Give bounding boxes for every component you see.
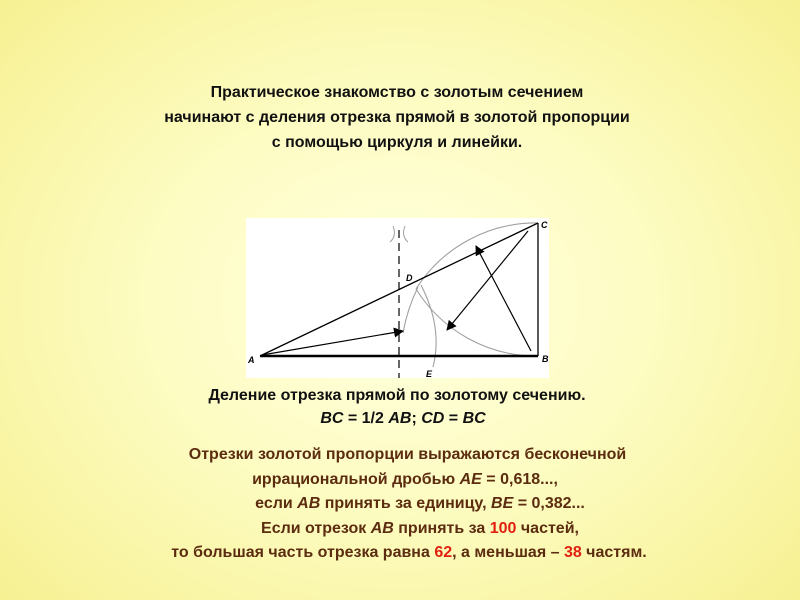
segment-label: AB [297,495,321,513]
caption-line-1: Деление отрезка прямой по золотому сечению. [208,387,586,404]
heading-line-1: Практическое знакомство с золотым сечением [210,84,584,101]
label-point-d: D [406,273,413,283]
caption-text: = [444,410,463,427]
paragraph-text: Если отрезок [261,519,371,537]
label-point-c: C [541,220,548,230]
label-point-b: B [542,354,549,364]
paragraph-line-5 [18,541,800,566]
paragraph-text: = 0,382... [513,495,585,513]
paragraph-line-1: Отрезки золотой пропорции выражаются бесконечной [188,446,627,463]
caption-text: ; [411,410,422,427]
paragraph-text: частям. [581,544,647,562]
explanation-paragraph [0,443,800,566]
heading-line-2: начинают с деления отрезка прямой в золотой пропорции [164,109,630,126]
paragraph-text: частей, [516,519,579,537]
highlighted-number: 38 [563,544,582,562]
caption-text: = 1/2 [343,410,389,427]
slide-heading [0,80,800,155]
golden-section-diagram [246,218,549,378]
paragraph-text: принять за единицу, [320,495,492,513]
paragraph-line-4 [40,517,800,542]
paragraph-text: = 0,618..., [481,470,558,488]
heading-line-3: с помощью циркуля и линейки. [271,134,523,151]
segment-label: AB [388,410,412,427]
highlighted-number: 100 [489,519,517,537]
segment-label: AB [370,519,394,537]
paragraph-text: иррациональной дробью [252,470,460,488]
segment-label: BC [320,410,344,427]
segment-label: BC [462,410,486,427]
diagram-caption [0,384,800,430]
paragraph-line-2 [10,468,800,493]
paragraph-line-3 [40,492,800,517]
highlighted-number: 62 [434,544,453,562]
paragraph-text: то большая часть отрезка равна [171,544,435,562]
caption-line-2 [6,407,800,430]
segment-label: CD [421,410,445,427]
paragraph-text: принять за [393,519,490,537]
paragraph-text: , а меньшая – [452,544,564,562]
label-point-a: A [248,355,255,365]
label-point-e: E [426,369,433,378]
segment-label: BE [491,495,514,513]
paragraph-text: если [255,495,298,513]
segment-label: AE [459,470,482,488]
